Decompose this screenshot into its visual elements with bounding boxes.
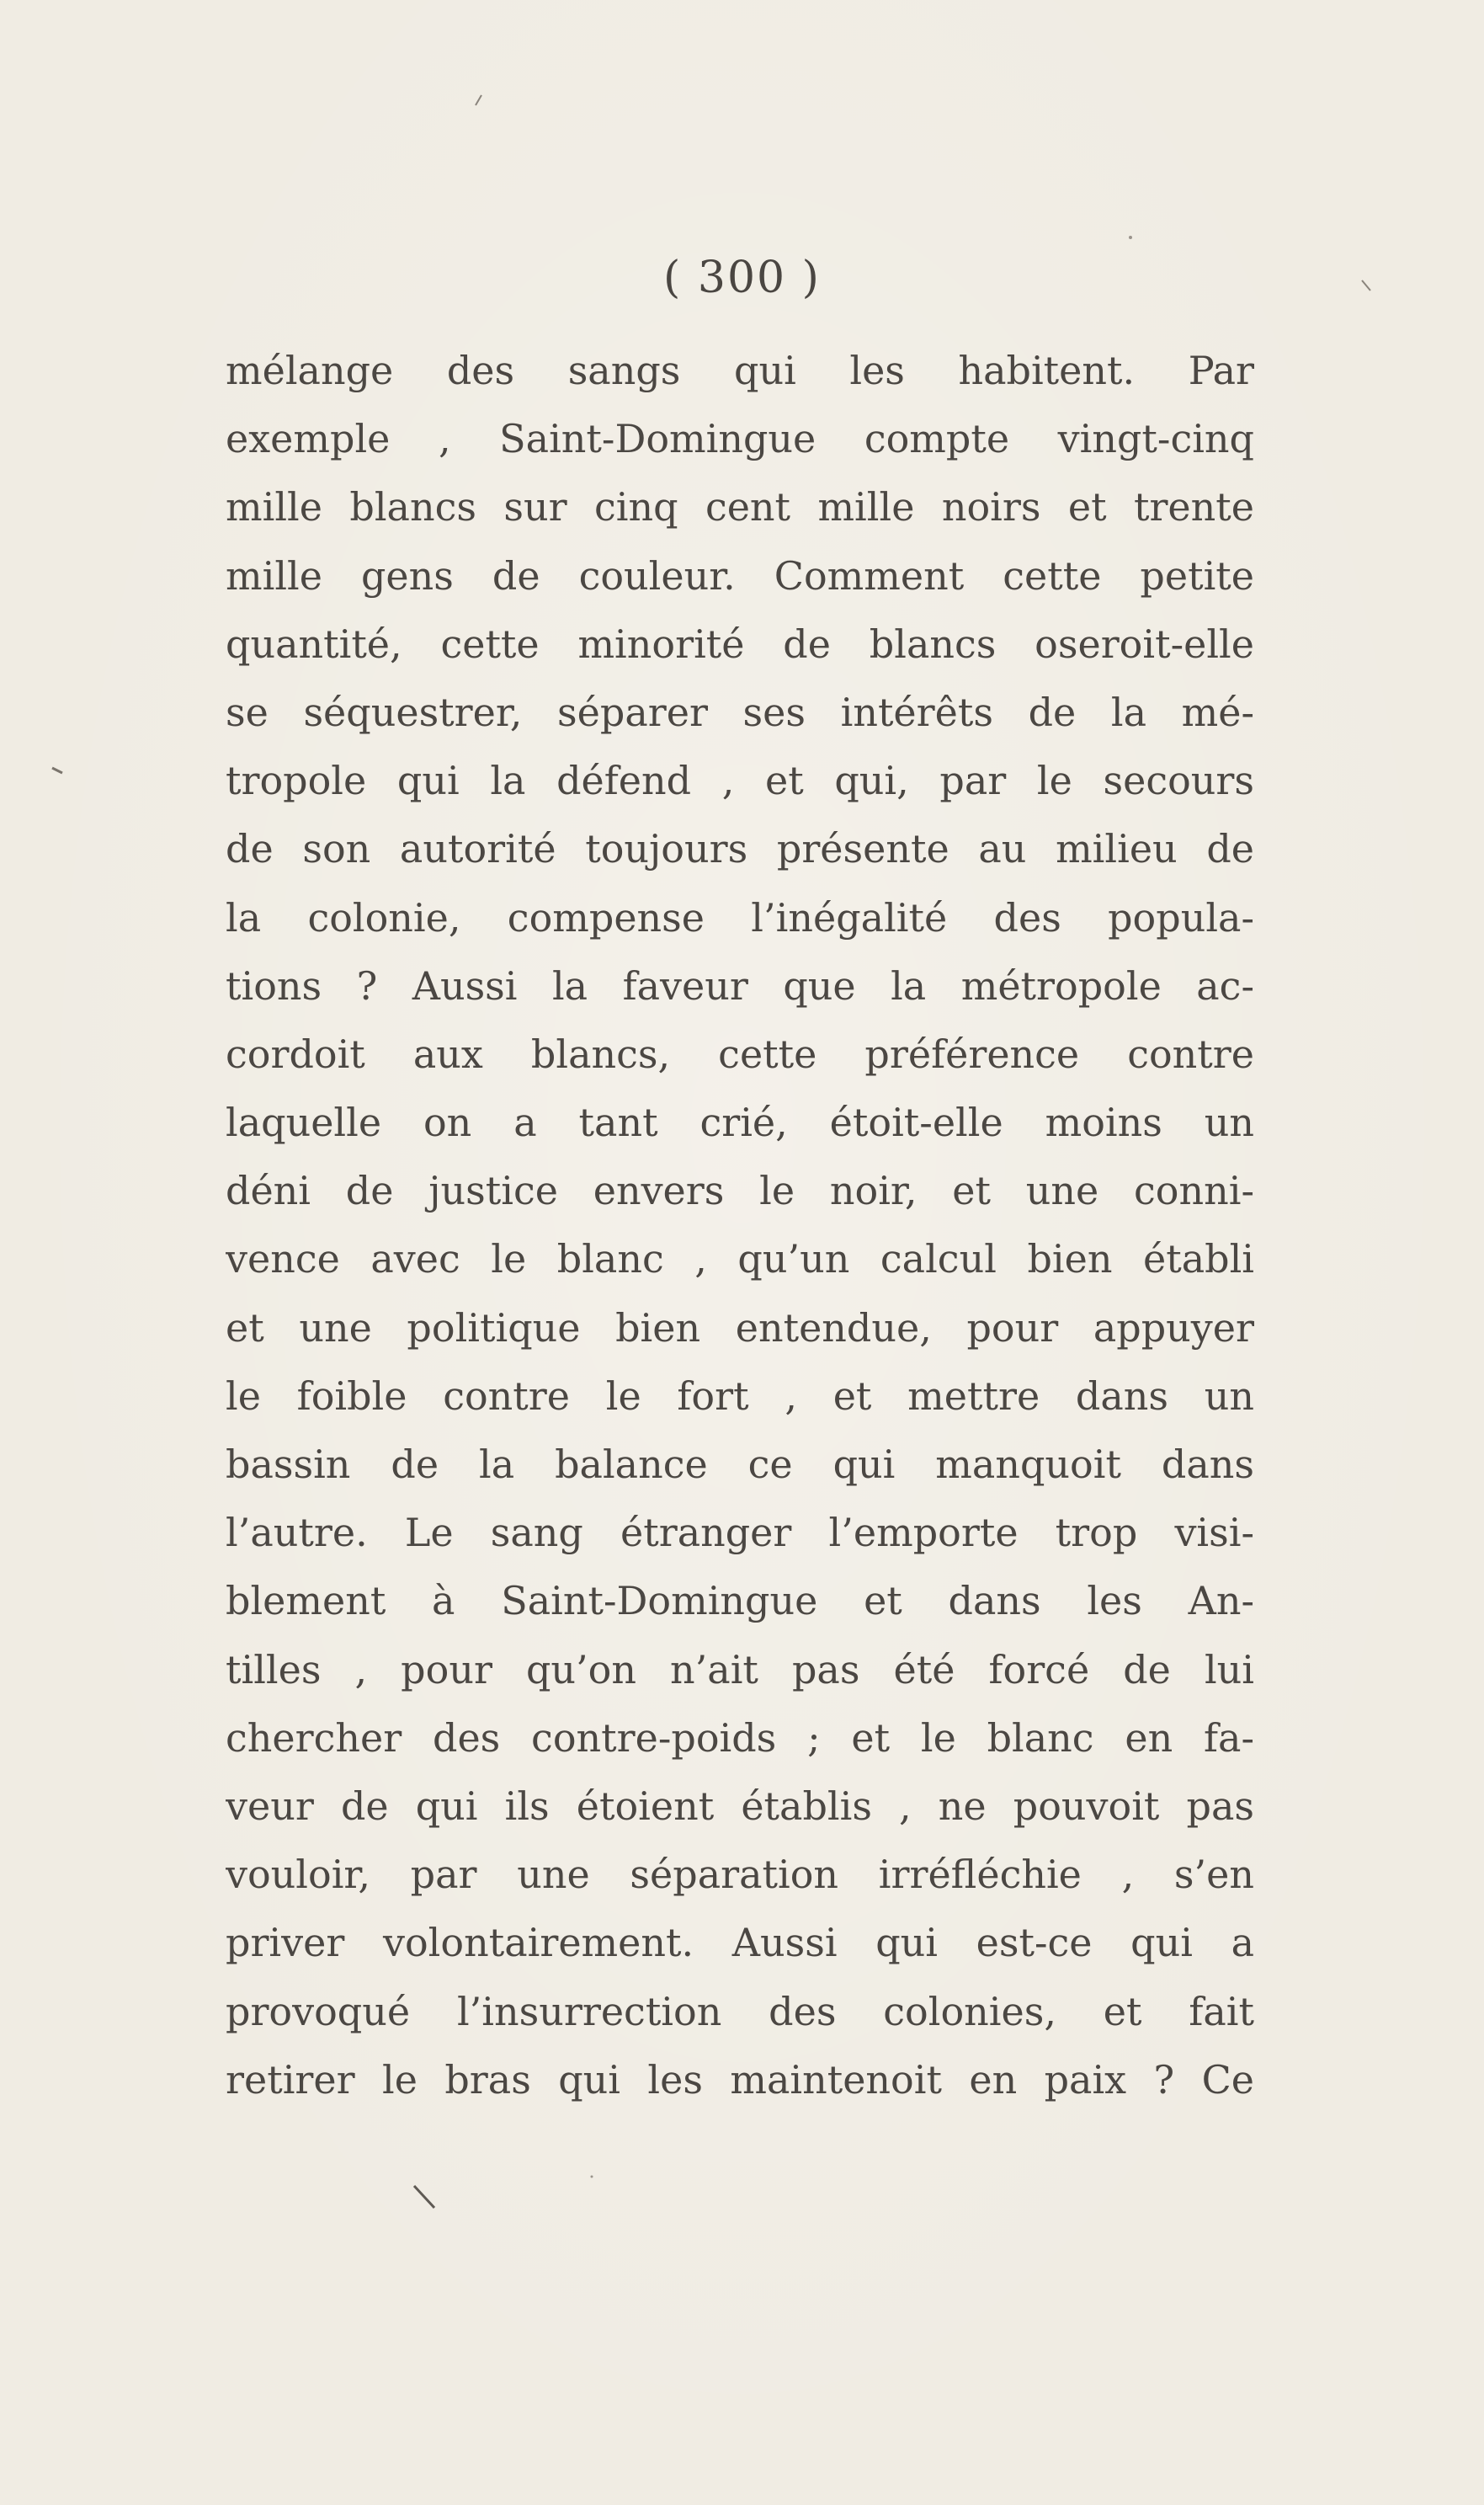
text-line: tions ? Aussi la faveur que la métropole ac-: [226, 962, 1254, 1009]
text-line: la colonie, compense l’inégalité des popula-: [226, 894, 1254, 941]
text-line: se séquestrer, séparer ses intérêts de la mé-: [226, 689, 1254, 735]
text-line: priver volontairement. Aussi qui est-ce qui a: [226, 1920, 1254, 1966]
text-line: blement à Saint-Domingue et dans les An-: [226, 1578, 1254, 1624]
text-line: le foible contre le fort , et mettre dans un: [226, 1372, 1254, 1419]
text-line: cordoit aux blancs, cette préférence contre: [226, 1031, 1254, 1077]
speck-mark: [476, 95, 481, 105]
speck-mark: [414, 2186, 434, 2208]
text-line: veur de qui ils étoient établis , ne pouvoit pas: [226, 1783, 1254, 1829]
text-line: exemple , Saint-Domingue compte vingt-cinq: [226, 416, 1254, 462]
page-number: ( 300 ): [663, 253, 821, 303]
text-line: vouloir, par une séparation irréfléchie , s’en: [226, 1852, 1254, 1898]
text-line: mélange des sangs qui les habitent. Par: [226, 348, 1254, 393]
text-line: bassin de la balance ce qui manquoit dans: [226, 1442, 1254, 1487]
text-line: chercher des contre-poids ; et le blanc en fa-: [226, 1714, 1254, 1761]
text-line: mille blancs sur cinq cent mille noirs et trente: [226, 484, 1254, 530]
text-line: vence avec le blanc , qu’un calcul bien établi: [226, 1236, 1254, 1282]
text-line: et une politique bien entendue, pour appuyer: [226, 1304, 1254, 1351]
text-line: quantité, cette minorité de blancs oseroit-elle: [226, 621, 1254, 667]
body-text: [226, 337, 1254, 2114]
text-line: tilles , pour qu’on n’ait pas été forcé de lui: [226, 1646, 1254, 1692]
text-line: retirer le bras qui les maintenoit en paix ? Ce: [226, 2056, 1254, 2103]
text-line: provoqué l’insurrection des colonies, et fait: [226, 1988, 1254, 2034]
text-line: l’autre. Le sang étranger l’emporte trop visi-: [226, 1510, 1254, 1556]
speck-mark: [1129, 236, 1132, 239]
text-line: laquelle on a tant crié, étoit-elle moins un: [226, 1100, 1254, 1146]
text-line: de son autorité toujours présente au milieu de: [226, 826, 1254, 872]
text-line: tropole qui la défend , et qui, par le secours: [226, 758, 1254, 804]
speck-mark: [591, 2176, 593, 2178]
speck-mark: [52, 768, 62, 773]
text-line: mille gens de couleur. Comment cette petite: [226, 552, 1254, 599]
text-line: déni de justice envers le noir, et une conni-: [226, 1168, 1254, 1214]
